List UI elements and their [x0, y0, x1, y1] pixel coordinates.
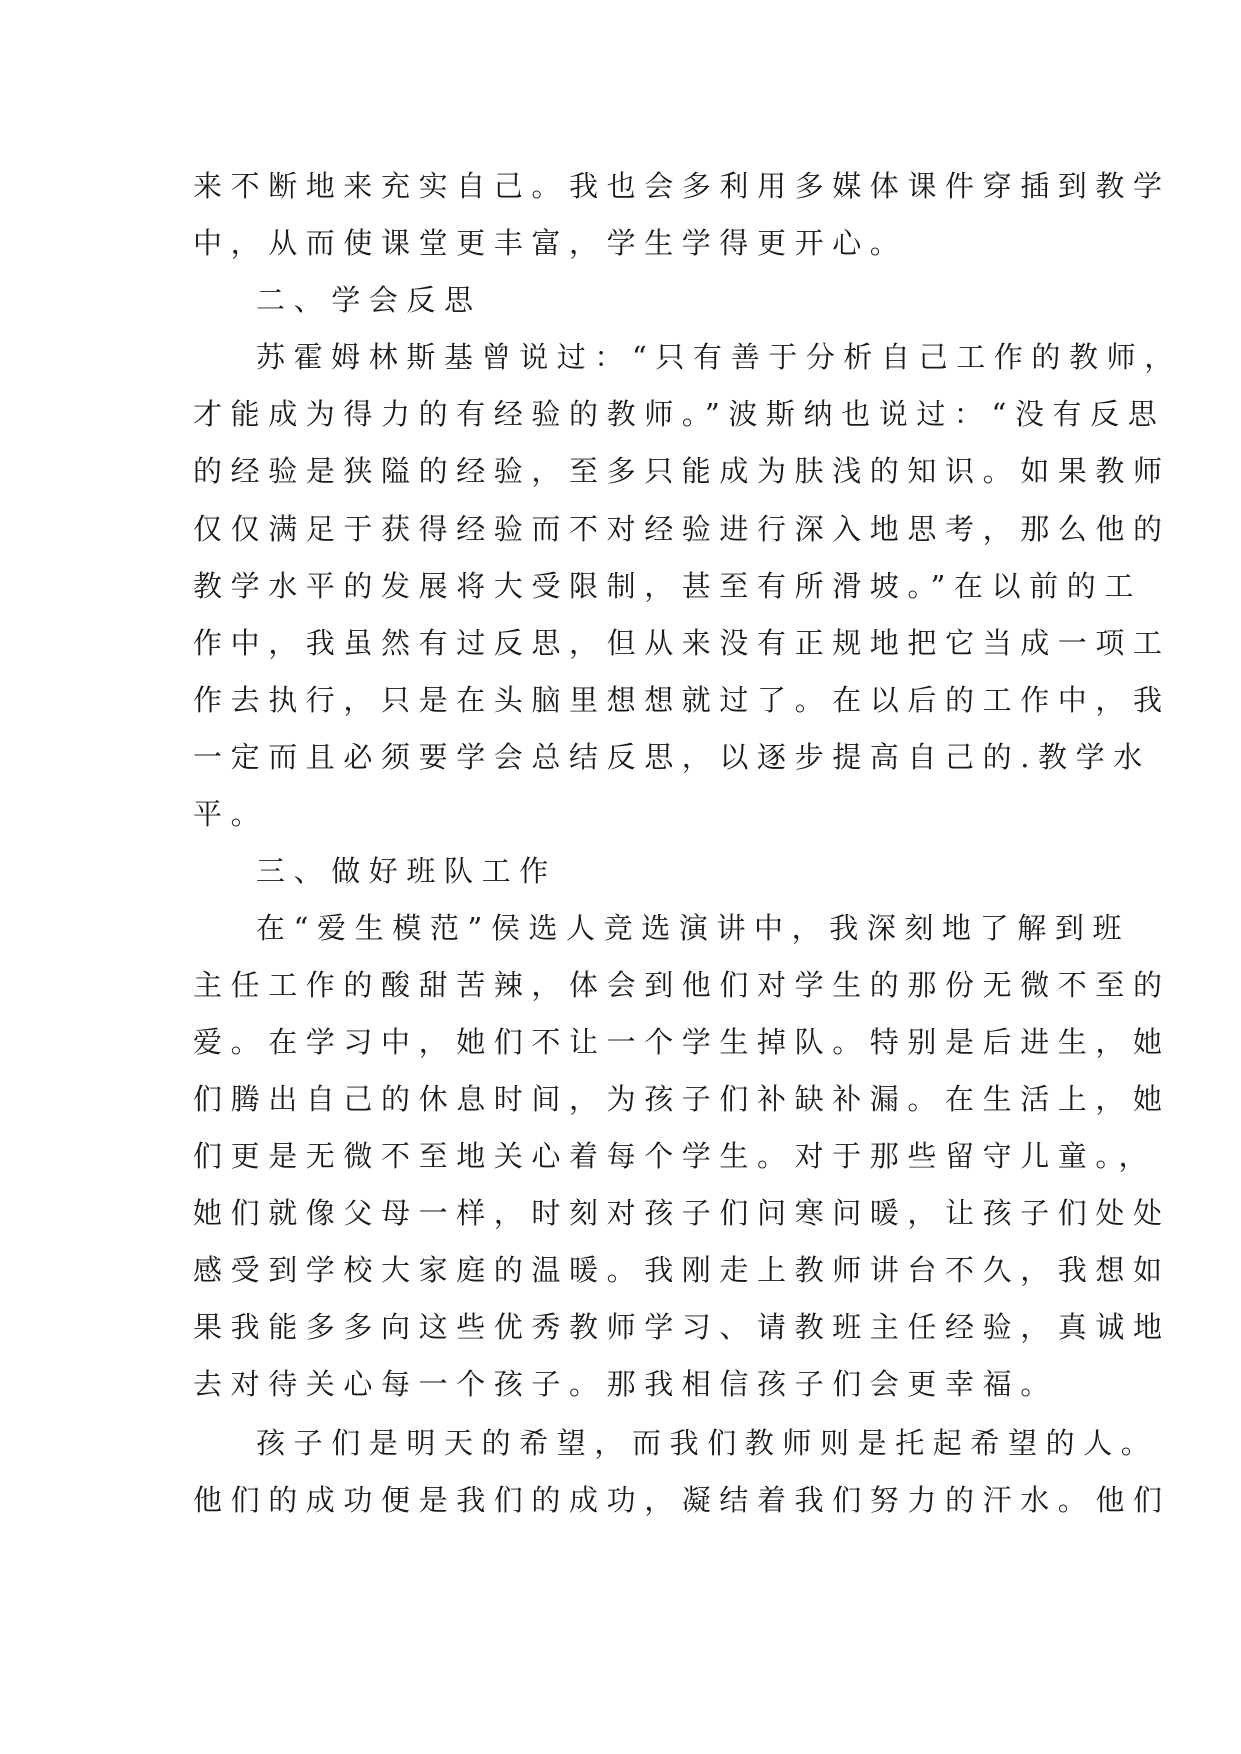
- text-line-17: 们腾出自己的休息时间，为孩子们补缺补漏。在生活上，她: [193, 1082, 1171, 1116]
- text-line-2: 中，从而使课堂更丰富，学生学得更开心。: [193, 226, 908, 260]
- text-line-16: 爱。在学习中，她们不让一个学生掉队。特别是后进生，她: [193, 1025, 1171, 1059]
- text-line-7: 仅仅满足于获得经验而不对经验进行深入地思考，那么他的: [193, 512, 1171, 546]
- text-line-18: 们更是无微不至地关心着每个学生。对于那些留守儿童。，: [193, 1139, 1157, 1173]
- text-line-11: 一定而且必须要学会总结反思，以逐步提高自己的.教学水: [193, 740, 1151, 774]
- text-line-12: 平。: [193, 797, 269, 831]
- text-line-4: 苏霍姆林斯基曾说过：“只有善于分析自己工作的教师，: [256, 340, 1182, 374]
- section-heading-3: 三、做好班队工作: [256, 854, 557, 888]
- text-line-1: 来不断地来充实自己。我也会多利用多媒体课件穿插到教学: [193, 169, 1171, 203]
- section-heading-2: 二、学会反思: [256, 283, 482, 317]
- text-line-24: 他们的成功便是我们的成功，凝结着我们努力的汗水。他们: [193, 1483, 1171, 1517]
- text-line-14: 在“爱生模范”侯选人竞选演讲中，我深刻地了解到班: [256, 911, 1131, 945]
- text-line-5: 才能成为得力的有经验的教师。”波斯纳也说过：“没有反思: [193, 397, 1166, 431]
- text-line-23: 孩子们是明天的希望，而我们教师则是托起希望的人。: [256, 1426, 1159, 1460]
- text-line-9: 作中，我虽然有过反思，但从来没有正规地把它当成一项工: [193, 626, 1171, 660]
- text-line-15: 主任工作的酸甜苦辣，体会到他们对学生的那份无微不至的: [193, 968, 1171, 1002]
- text-line-6: 的经验是狭隘的经验，至多只能成为肤浅的知识。如果教师: [193, 454, 1171, 488]
- text-line-8: 教学水平的发展将大受限制，甚至有所滑坡。”在以前的工: [193, 569, 1142, 603]
- text-line-10: 作去执行，只是在头脑里想想就过了。在以后的工作中，我: [193, 683, 1171, 717]
- text-line-22: 去对待关心每一个孩子。那我相信孩子们会更幸福。: [193, 1367, 1058, 1401]
- text-line-21: 果我能多多向这些优秀教师学习、请教班主任经验，真诚地: [193, 1310, 1171, 1344]
- text-line-19: 她们就像父母一样，时刻对孩子们问寒问暖，让孩子们处处: [193, 1196, 1171, 1230]
- text-line-20: 感受到学校大家庭的温暖。我刚走上教师讲台不久，我想如: [193, 1253, 1171, 1287]
